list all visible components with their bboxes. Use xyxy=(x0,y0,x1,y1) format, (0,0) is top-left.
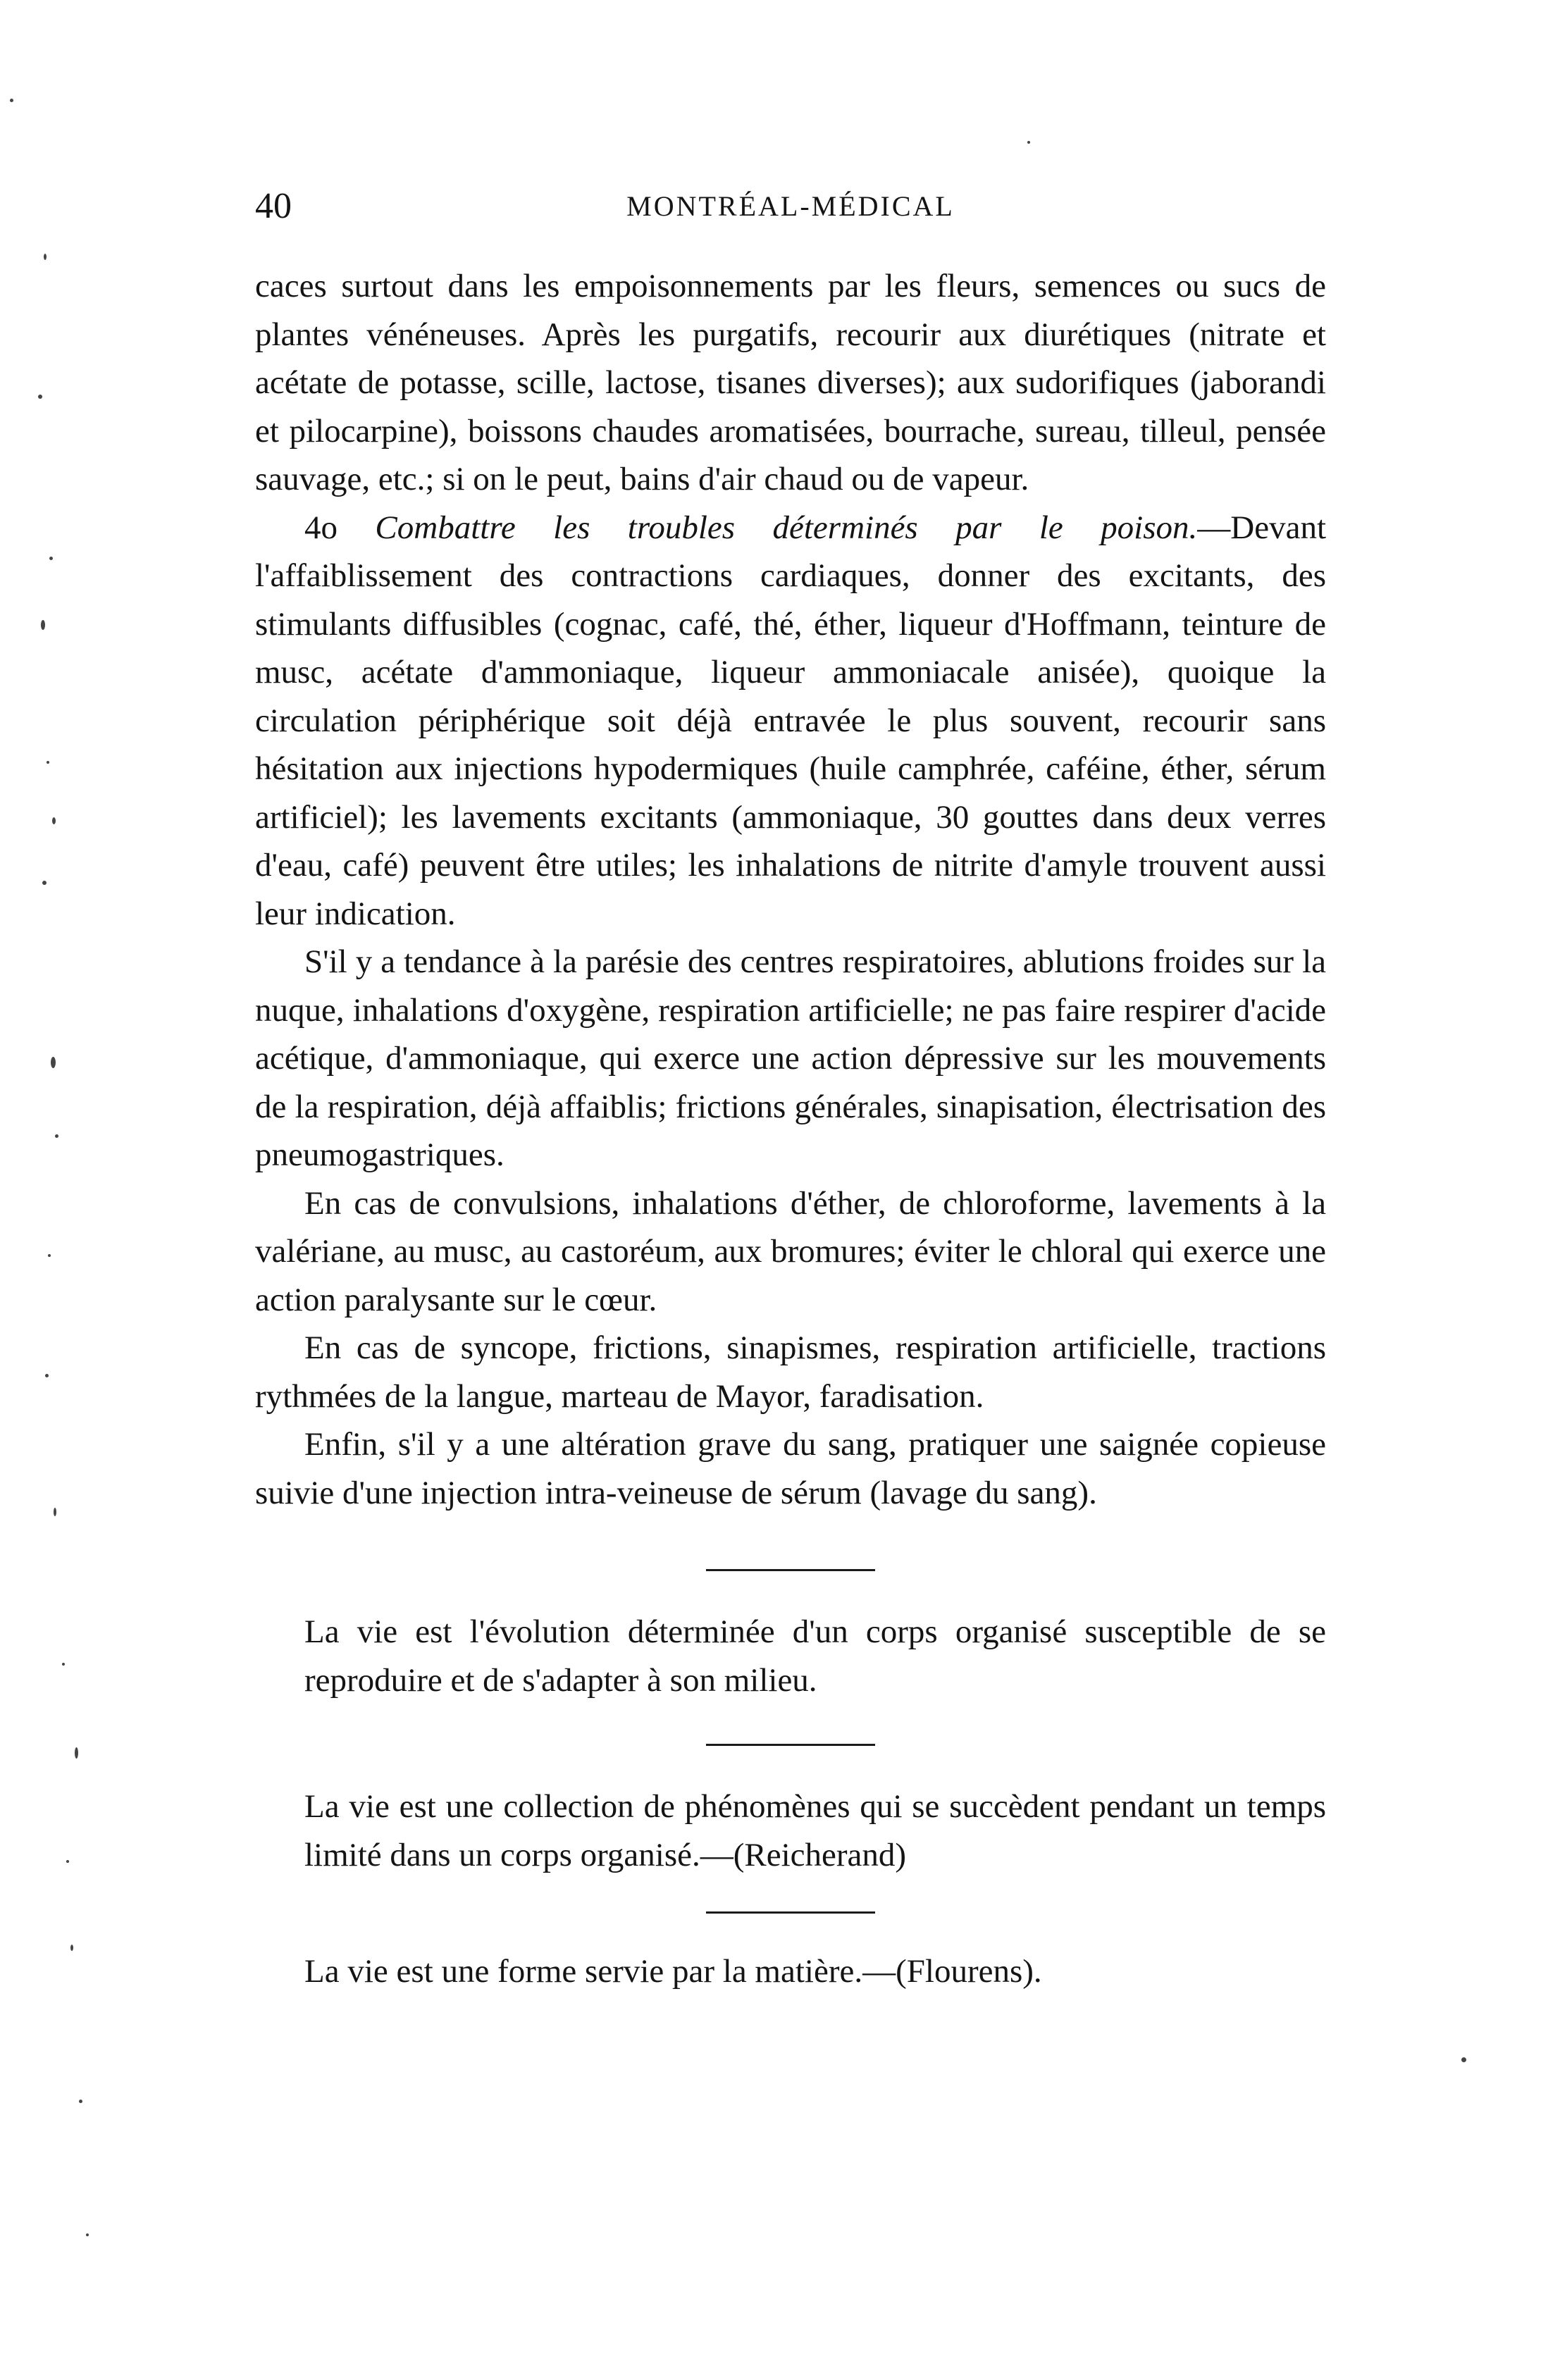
paragraph-syncope: En cas de syncope, frictions, sinapismes, respiration artificielle, tractions rythmées de la langue, marteau de Mayor, faradisation. xyxy=(255,1330,1326,1415)
section-number: 4o xyxy=(304,509,338,546)
section-rule xyxy=(706,1744,875,1746)
quote-flourens: La vie est une forme servie par la matière.—(Flourens). xyxy=(304,1953,1042,1990)
section-heading-italic: Combattre les troubles déterminés par le poison. xyxy=(375,509,1198,546)
section-rule xyxy=(706,1569,875,1571)
body-text xyxy=(255,262,1326,1996)
page-number: 40 xyxy=(255,186,292,226)
paragraph-respiration: S'il y a tendance à la parésie des centres respiratoires, ablutions froides sur la nuque, inhalations d'oxygène, respiration artificielle; ne pas faire respirer d'acide acétique, d'ammoniaque, qui exerce une action dépressive sur les mouvements de la respiration, déjà affaiblis; frictions générales, sinapisation, électrisation des pneumogastriques. xyxy=(255,943,1326,1173)
quote-reicherand: La vie est une collection de phénomènes qui se succèdent pendant un temps limité dans un corps organisé.—(Reicherand) xyxy=(304,1788,1326,1873)
paragraph-sang: Enfin, s'il y a une altération grave du sang, pratiquer une saignée copieuse suivie d'une injection intra-veineuse de sérum (lavage du sang). xyxy=(255,1426,1326,1511)
scan-margin-specks xyxy=(0,0,99,2380)
paragraph-combattre xyxy=(255,504,1326,938)
running-title: MONTRÉAL-MÉDICAL xyxy=(626,190,955,222)
paragraph-evacuation: caces surtout dans les empoisonnements par les fleurs, semences ou sucs de plantes vénéneuses. Après les purgatifs, recourir aux diurétiques (nitrate et acétate de potasse, scille, lactose, tisanes diverses); aux sudorifiques (jaborandi et pilocarpine), boissons chaudes aromatisées, bourrache, sureau, tilleul, pensée sauvage, etc.; si on le peut, bains d'air chaud ou de vapeur. xyxy=(255,268,1326,497)
section-rule xyxy=(706,1911,875,1914)
running-head xyxy=(255,182,1326,231)
section-body: —Devant l'affaiblissement des contractions cardiaques, donner des excitants, des stimulants diffusibles (cognac, café, thé, éther, liqueur d'Hoffmann, teinture de musc, acétate d'ammoniaque, liqueur ammoniacale anisée), quoique la circulation périphérique soit déjà entravée le plus souvent, recourir sans hésitation aux injections hypodermiques (huile camphrée, caféine, éther, sérum artificiel); les lavements excitants (ammoniaque, 30 gouttes dans deux verres d'eau, café) peuvent être utiles; les inhalations de nitrite d'amyle trouvent aussi leur indication. xyxy=(255,509,1327,932)
quote-definition-1: La vie est l'évolution déterminée d'un corps organisé susceptible de se reproduire et de s'adapter à son milieu. xyxy=(304,1613,1326,1699)
paragraph-convulsions: En cas de convulsions, inhalations d'éther, de chloroforme, lavements à la valériane, au musc, au castoréum, aux bromures; éviter le chloral qui exerce une action paralysante sur le cœur. xyxy=(255,1184,1326,1318)
